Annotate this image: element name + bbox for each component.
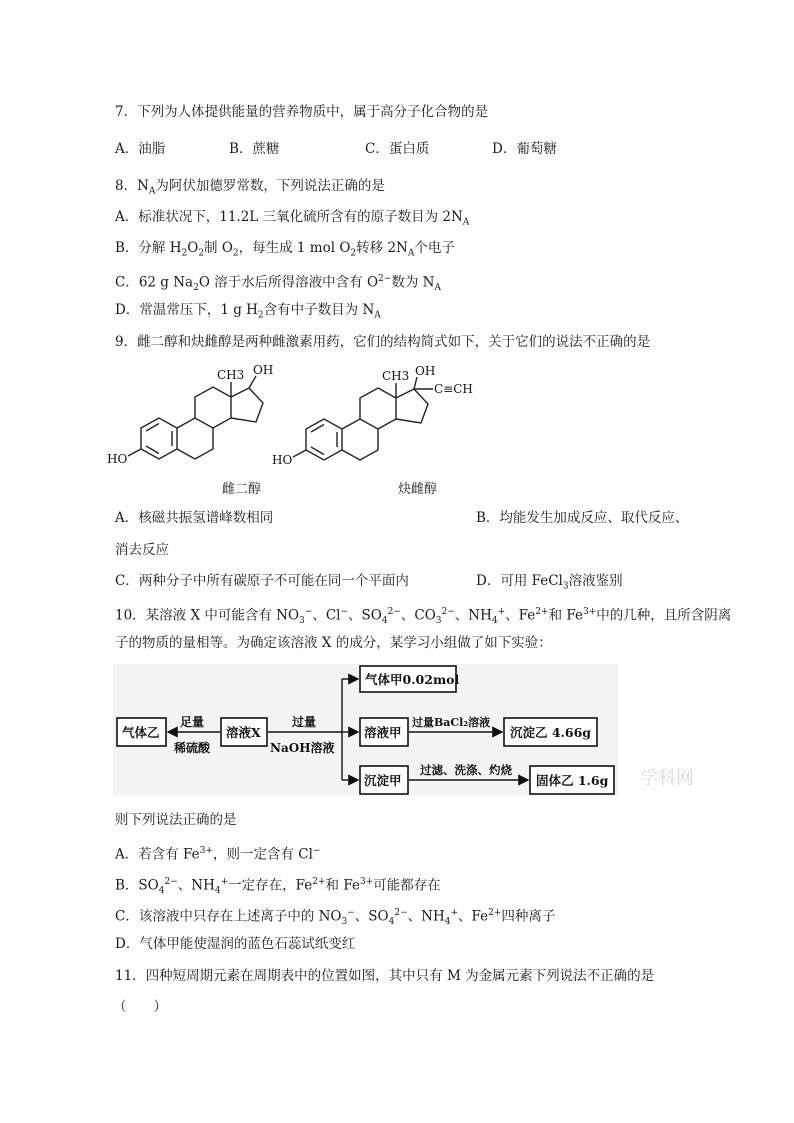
watermark: 学科网 (640, 768, 694, 789)
q11-answer-paren: （ ） (113, 999, 167, 1015)
ethinylestradiol-label: 炔雌醇 (398, 482, 438, 497)
solution-x-label: 溶液X (226, 725, 261, 740)
q7-option-c: C．蛋白质 (365, 141, 430, 157)
steroid-structures-figure (0, 360, 794, 490)
q11-stem: 11．四种短周期元素在周期表中的位置如图，其中只有 M 为金属元素下列说法不正确的是 (115, 968, 655, 984)
gas-b-label: 气体乙 (122, 725, 160, 740)
experiment-flowchart (0, 660, 794, 800)
estradiol-structure (128, 376, 263, 459)
gas-a-label: 气体甲0.02mol (365, 672, 460, 687)
arrow1-bottom-label: 稀硫酸 (174, 741, 211, 755)
arrow2-top-label: 过量 (292, 715, 317, 729)
q8-option-b: B．分解 $H_2O_2$制 $O_2$，每生成 1 mol $O_2$转移 $2N_A$个电子 (115, 240, 455, 259)
arrow1-top-label: 足量 (180, 715, 205, 729)
q8-stem: 8．$N_A$为阿伏加德罗常数，下列说法正确的是 (115, 178, 385, 197)
q8-option-a: A．标准状况下，11.2L 三氧化硫所含有的原子数目为 $2N_A$ (115, 209, 470, 228)
q9-stem: 9．雌二醇和炔雌醇是两种雌激素用药，它们的结构简式如下，关于它们的说法不正确的是 (115, 334, 651, 350)
q9-option-c: C．两种分子中所有碳原子不可能在同一个平面内 (115, 573, 409, 589)
ethinylestradiol-ho-label: HO (272, 453, 293, 467)
ethinylestradiol-oh-label: OH (415, 364, 436, 378)
estradiol-ch3-label: CH3 (217, 368, 245, 382)
arrow2-bottom-label: NaOH溶液 (270, 741, 335, 755)
q9-option-b: B．均能发生加成反应、取代反应、 (476, 510, 689, 526)
ethinylestradiol-structure (293, 377, 433, 460)
q8-option-c: C．62 g $Na_2O$ 溶于水后所得溶液中含有 $O^{2-}$数为 $N_A$ (115, 274, 441, 294)
q9-option-b-continued: 消去反应 (115, 542, 169, 558)
ethinylestradiol-alkyne-label: C≡CH (434, 382, 473, 396)
estradiol-oh-label: OH (253, 363, 274, 377)
solution-a-label: 溶液甲 (364, 725, 402, 740)
q8-option-d: D．常温常压下，1 g $H_2$含有中子数目为 $N_A$ (115, 302, 381, 321)
precip-b-label: 沉淀乙 4.66g (510, 725, 592, 740)
q10-option-b: B．$SO_4^{2-}$、$NH_4^+$一定存在，$Fe^{2+}$和 $Fe^{3+}$可能都存在 (115, 877, 441, 897)
arrow4-top-label: 过滤、洗涤、灼烧 (420, 763, 512, 777)
q10-stem-line2: 子的物质的量相等。为确定该溶液 X 的成分，某学习小组做了如下实验： (115, 635, 552, 651)
precip-a-label: 沉淀甲 (364, 773, 402, 788)
q9-option-d: D．可用 FeCl$_3$溶液鉴别 (476, 573, 623, 592)
q10-option-d: D．气体甲能使湿润的蓝色石蕊试纸变红 (115, 936, 356, 952)
q10-stem-line1: 10．某溶液 X 中可能含有 $NO_3^-$、Cl−、$SO_4^{2-}$、$CO_3^{2-}$、$NH_4^+$、$Fe^{2+}$和 $Fe^{3+}$中的几种，且所含阴离 (115, 607, 732, 627)
q7-option-b: B．蔗糖 (229, 141, 280, 157)
q7-option-a: A．油脂 (115, 141, 166, 157)
arrow3-top-label: 过量BaCl₂溶液 (412, 716, 491, 729)
q10-then: 则下列说法正确的是 (115, 812, 237, 828)
q10-option-c: C．该溶液中只存在上述离子中的 $NO_3^-$、$SO_4^{2-}$、$NH_4^+$、$Fe^{2+}$四种离子 (115, 908, 556, 928)
q10-option-a: A．若含有 $Fe^{3+}$，则一定含有 Cl− (115, 846, 321, 863)
q7-option-d: D．葡萄糖 (492, 141, 557, 157)
q9-option-a: A．核磁共振氢谱峰数相同 (115, 510, 274, 526)
ethinylestradiol-ch3-label: CH3 (382, 369, 410, 383)
q7-stem: 7．下列为人体提供能量的营养物质中，属于高分子化合物的是 (115, 104, 489, 120)
solid-b-label: 固体乙 1.6g (536, 773, 609, 788)
estradiol-label: 雌二醇 (222, 482, 262, 497)
estradiol-ho-label: HO (107, 452, 128, 466)
